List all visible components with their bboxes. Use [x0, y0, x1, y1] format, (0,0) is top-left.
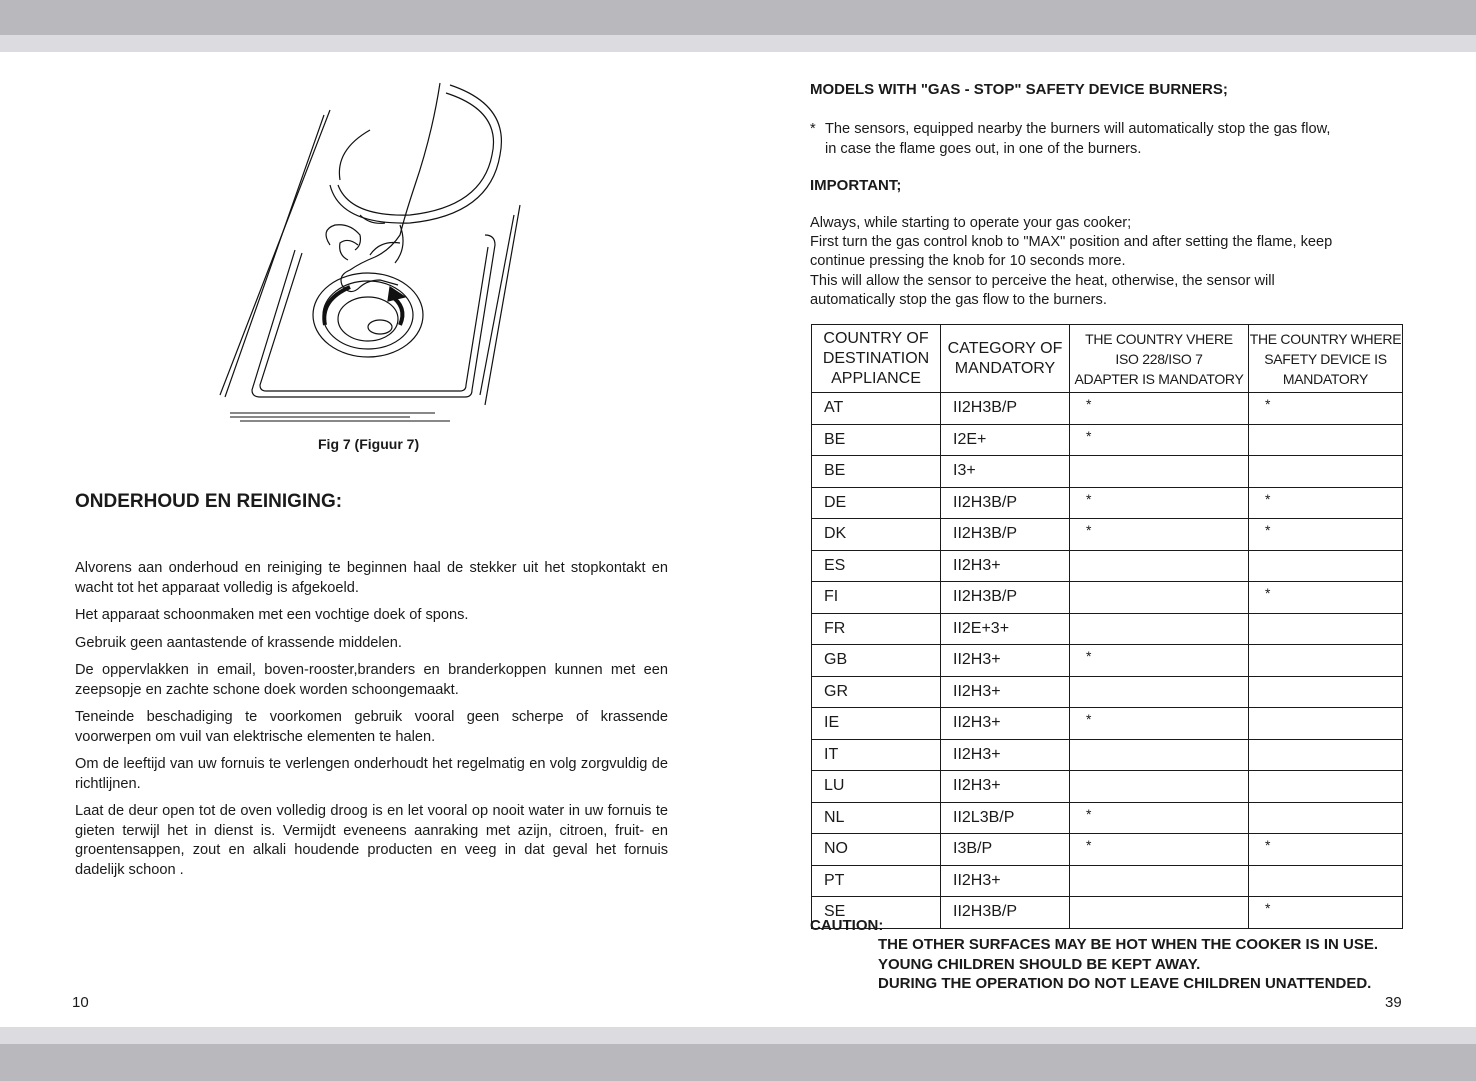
caution-label: CAUTION: — [810, 917, 884, 934]
adapter-cell — [1070, 550, 1249, 582]
adapter-cell: * — [1070, 424, 1249, 456]
table-row — [812, 771, 1403, 803]
top-band-light — [0, 35, 1476, 52]
paragraph: Het apparaat schoonmaken met een vochtige doek of spons. — [75, 607, 469, 623]
paragraph: Teneinde beschadiging te voorkomen gebruik vooral geen scherpe of krassende voorwerpen om vuil van elektrische elementen te halen. — [75, 709, 668, 745]
table-row — [812, 897, 1403, 929]
table-row — [812, 519, 1403, 551]
header-line: MANDATORY — [1282, 370, 1369, 387]
category-cell: II2H3+ — [941, 645, 1070, 677]
safety-device-cell — [1249, 865, 1403, 897]
adapter-cell: * — [1070, 519, 1249, 551]
safety-device-cell — [1249, 613, 1403, 645]
category-cell: II2H3+ — [941, 550, 1070, 582]
table-row — [812, 487, 1403, 519]
category-cell: II2H3+ — [941, 739, 1070, 771]
table-row — [812, 550, 1403, 582]
category-cell: I2E+ — [941, 424, 1070, 456]
adapter-cell: * — [1070, 802, 1249, 834]
country-cell: BE — [812, 424, 941, 456]
bullet-line: in case the flame goes out, in one of the burners. — [825, 140, 1142, 157]
header-adapter — [1070, 325, 1249, 393]
header-line: DESTINATION — [822, 349, 930, 367]
header-country — [812, 325, 941, 393]
adapter-cell — [1070, 865, 1249, 897]
category-cell: II2E+3+ — [941, 613, 1070, 645]
adapter-cell: * — [1070, 487, 1249, 519]
adapter-cell — [1070, 897, 1249, 929]
table-row — [812, 676, 1403, 708]
table-row — [812, 424, 1403, 456]
safety-device-cell — [1249, 550, 1403, 582]
country-cell: BE — [812, 456, 941, 488]
table-row — [812, 802, 1403, 834]
paragraph: Gebruik geen aantastende of krassende middelen. — [75, 634, 402, 651]
paragraph: Om de leeftijd van uw fornuis te verlengen onderhoudt het regelmatig en volg zorgvuldig de richtlijnen. — [75, 756, 668, 792]
gas-category-table — [811, 324, 1403, 929]
table-row — [812, 393, 1403, 425]
header-line: SAFETY DEVICE IS — [1264, 350, 1387, 367]
adapter-cell: * — [1070, 645, 1249, 677]
safety-device-cell — [1249, 424, 1403, 456]
category-cell: II2H3B/P — [941, 487, 1070, 519]
category-cell: II2H3+ — [941, 865, 1070, 897]
bottom-band — [0, 1044, 1476, 1081]
maintenance-body — [75, 559, 668, 888]
bullet-star: * — [810, 121, 816, 137]
country-cell: FR — [812, 613, 941, 645]
instruction-line: Always, while starting to operate your gas cooker; — [810, 215, 1132, 231]
paragraph: De oppervlakken in email, boven-rooster,branders en branderkoppen kunnen met een zeepsopje en zachte schone doek worden schoongemaakt. — [75, 662, 668, 698]
country-cell: IT — [812, 739, 941, 771]
country-cell: LU — [812, 771, 941, 803]
gas-stop-heading: MODELS WITH "GAS - STOP" SAFETY DEVICE BURNERS; — [810, 81, 1228, 98]
category-cell: I3B/P — [941, 834, 1070, 866]
header-line: THE COUNTRY VHERE — [1085, 330, 1233, 347]
paragraph: Laat de deur open tot de oven volledig droog is en let vooral op nooit water in uw fornuis te gieten terwijl het in dienst is. Vermijdt eveneens aanraking met azijn, citroen, fruit- en groentensappen, zout en alkali houdende producten en veeg in dat geval het fornuis dadelijk schoon . — [75, 803, 668, 878]
instruction-line: This will allow the sensor to perceive the heat, otherwise, the sensor will — [810, 272, 1275, 289]
adapter-cell: * — [1070, 834, 1249, 866]
header-safety-device — [1249, 325, 1403, 393]
country-cell: FI — [812, 582, 941, 614]
caution-text — [878, 935, 1378, 994]
safety-device-cell — [1249, 771, 1403, 803]
table-row — [812, 739, 1403, 771]
safety-device-cell: * — [1249, 519, 1403, 551]
safety-device-cell: * — [1249, 487, 1403, 519]
header-line: ISO 228/ISO 7 — [1115, 350, 1203, 367]
table-row — [812, 708, 1403, 740]
country-cell: PT — [812, 865, 941, 897]
important-label: IMPORTANT; — [810, 177, 902, 194]
safety-device-cell: * — [1249, 834, 1403, 866]
country-cell: IE — [812, 708, 941, 740]
top-band — [0, 0, 1476, 35]
instructions — [810, 214, 1410, 310]
country-cell: DK — [812, 519, 941, 551]
paragraph: Alvorens aan onderhoud en reiniging te beginnen haal de stekker uit het stopkontakt en wacht tot het apparaat volledig is afgekoeld. — [75, 560, 668, 596]
table-row — [812, 645, 1403, 677]
safety-device-cell — [1249, 739, 1403, 771]
country-cell: GR — [812, 676, 941, 708]
country-cell: AT — [812, 393, 941, 425]
adapter-cell — [1070, 456, 1249, 488]
category-cell: II2H3B/P — [941, 582, 1070, 614]
sensor-bullet — [810, 120, 1410, 159]
category-cell: II2H3+ — [941, 771, 1070, 803]
header-line: THE COUNTRY WHERE — [1249, 330, 1402, 347]
category-cell: II2H3B/P — [941, 897, 1070, 929]
page-number-left: 10 — [72, 994, 89, 1011]
country-cell: NO — [812, 834, 941, 866]
category-cell: II2H3B/P — [941, 393, 1070, 425]
country-cell: NL — [812, 802, 941, 834]
caution-line: YOUNG CHILDREN SHOULD BE KEPT AWAY. — [878, 955, 1201, 973]
table-row — [812, 456, 1403, 488]
maintenance-heading: ONDERHOUD EN REINIGING: — [75, 491, 343, 512]
adapter-cell — [1070, 771, 1249, 803]
adapter-cell — [1070, 739, 1249, 771]
adapter-cell — [1070, 676, 1249, 708]
country-cell: DE — [812, 487, 941, 519]
category-cell: I3+ — [941, 456, 1070, 488]
table-row — [812, 582, 1403, 614]
table-row — [812, 865, 1403, 897]
country-cell: ES — [812, 550, 941, 582]
header-line: CATEGORY OF — [947, 339, 1063, 357]
instruction-line: automatically stop the gas flow to the burners. — [810, 291, 1107, 308]
safety-device-cell — [1249, 676, 1403, 708]
category-cell: II2L3B/P — [941, 802, 1070, 834]
header-line: ADAPTER IS MANDATORY — [1074, 370, 1244, 387]
caution-line: THE OTHER SURFACES MAY BE HOT WHEN THE COOKER IS IN USE. — [878, 936, 1379, 953]
instruction-line: First turn the gas control knob to "MAX" position and after setting the flame, keep — [810, 234, 1333, 251]
category-cell: II2H3B/P — [941, 519, 1070, 551]
page-number-right: 39 — [1385, 994, 1402, 1011]
table-header-row — [812, 325, 1403, 393]
category-cell: II2H3+ — [941, 708, 1070, 740]
safety-device-cell — [1249, 802, 1403, 834]
table-row — [812, 834, 1403, 866]
header-line: MANDATORY — [954, 359, 1056, 377]
adapter-cell — [1070, 582, 1249, 614]
country-cell: GB — [812, 645, 941, 677]
bullet-line: The sensors, equipped nearby the burners will automatically stop the gas flow, — [825, 121, 1331, 137]
safety-device-cell — [1249, 708, 1403, 740]
bottom-band-light — [0, 1027, 1476, 1044]
table-row — [812, 613, 1403, 645]
caution-line: DURING THE OPERATION DO NOT LEAVE CHILDREN UNATTENDED. — [878, 975, 1372, 992]
hand-turning-burner-knob-illustration — [210, 75, 540, 430]
adapter-cell: * — [1070, 708, 1249, 740]
figure-caption: Fig 7 (Figuur 7) — [318, 436, 420, 452]
adapter-cell: * — [1070, 393, 1249, 425]
adapter-cell — [1070, 613, 1249, 645]
category-cell: II2H3+ — [941, 676, 1070, 708]
safety-device-cell — [1249, 645, 1403, 677]
country-cell: SE — [812, 897, 941, 929]
header-line: COUNTRY OF — [823, 329, 929, 347]
safety-device-cell — [1249, 456, 1403, 488]
safety-device-cell: * — [1249, 582, 1403, 614]
safety-device-cell: * — [1249, 393, 1403, 425]
header-line: APPLIANCE — [831, 369, 921, 387]
header-category — [941, 325, 1070, 393]
safety-device-cell: * — [1249, 897, 1403, 929]
instruction-line: continue pressing the knob for 10 seconds more. — [810, 253, 1126, 270]
